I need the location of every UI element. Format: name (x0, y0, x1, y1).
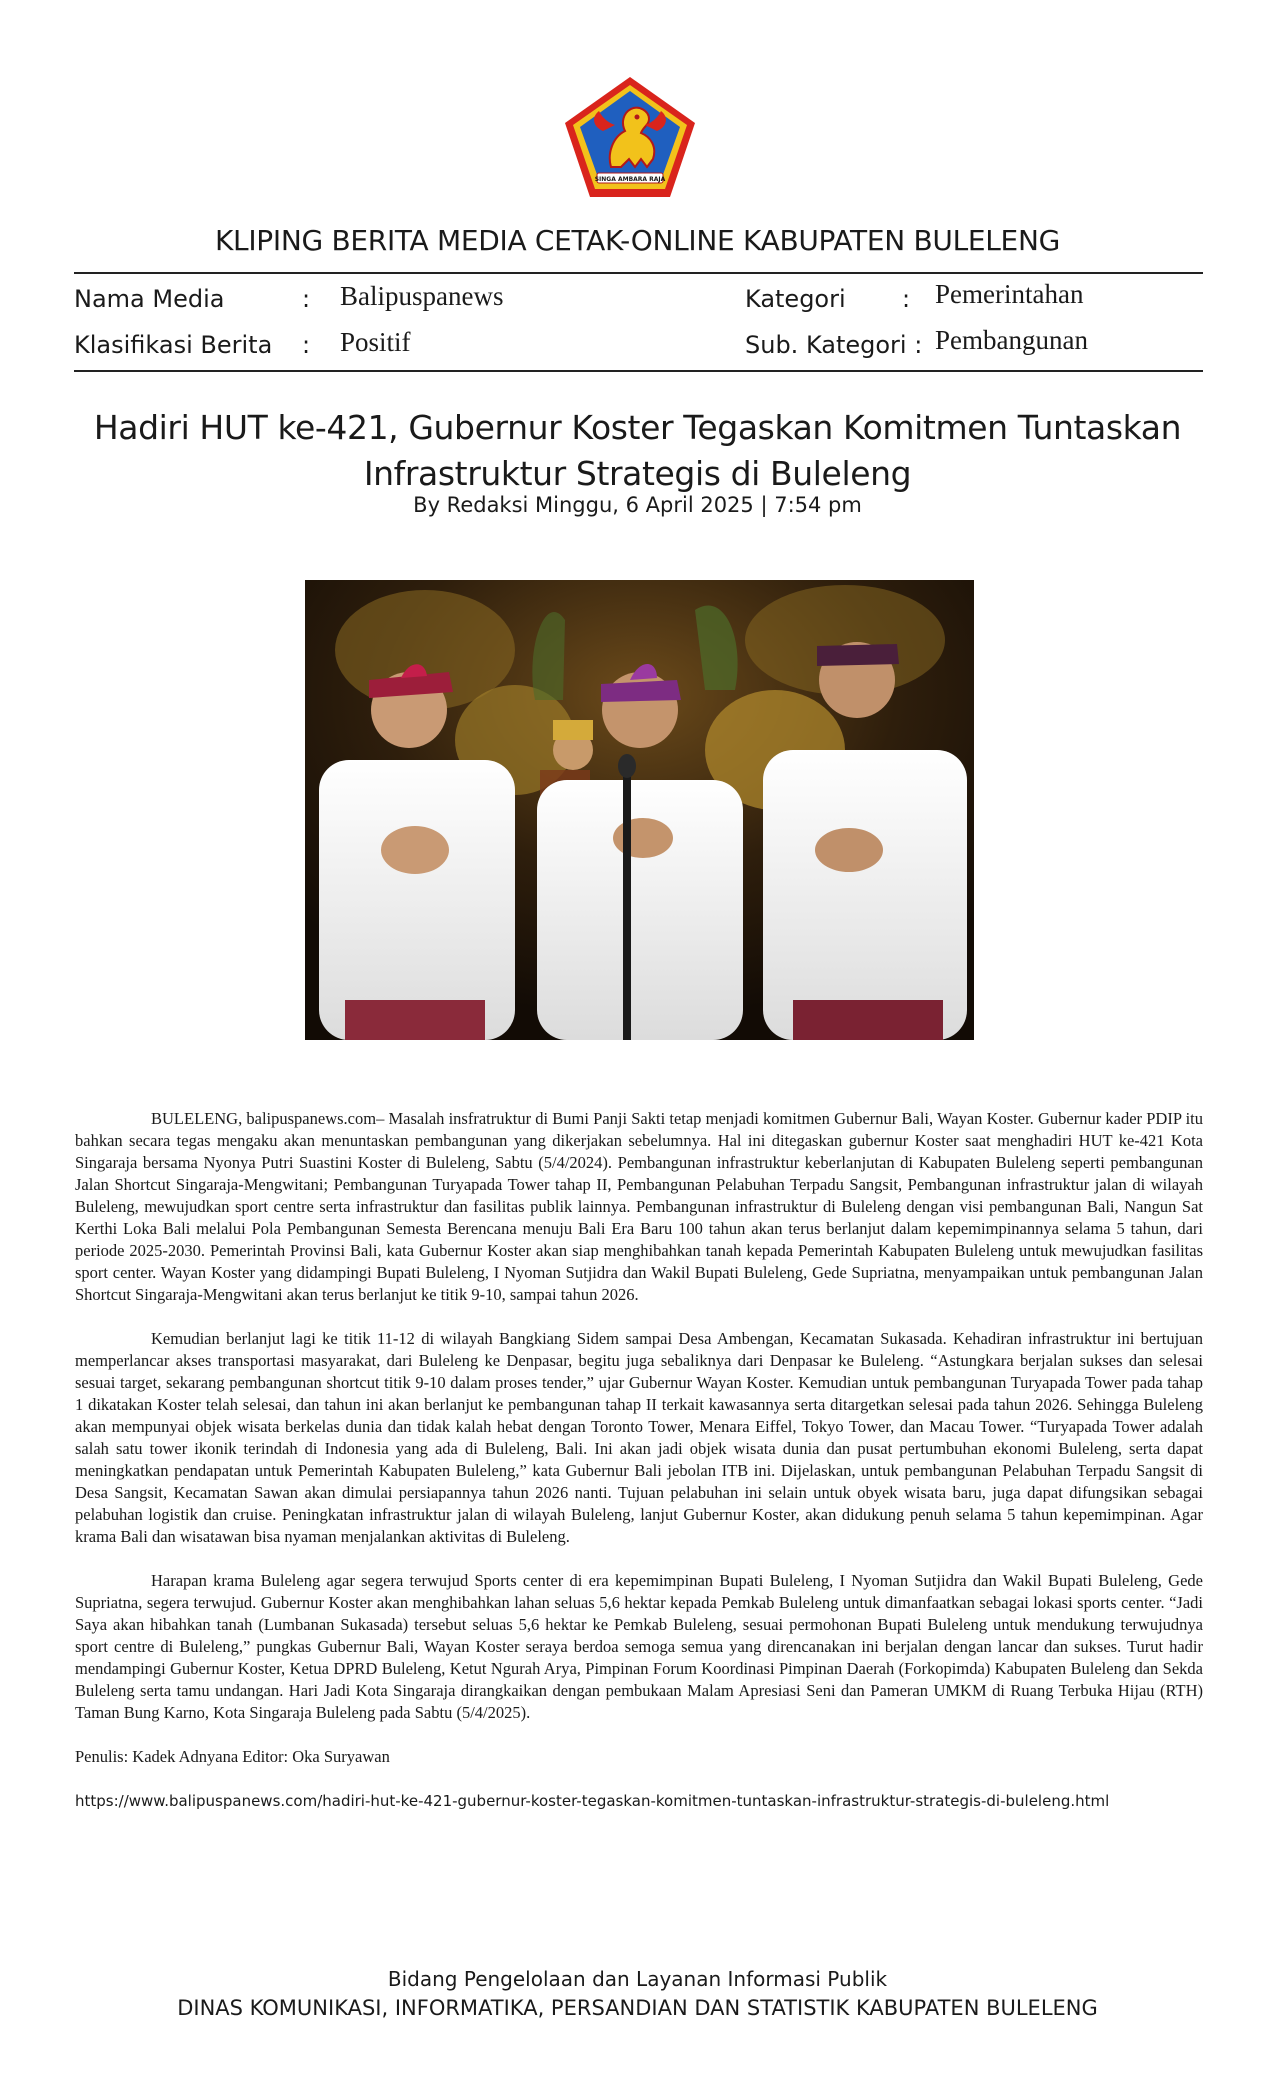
nama-media-label: Nama Media (74, 285, 225, 313)
article-credits: Penulis: Kadek Adnyana Editor: Oka Suryawan (75, 1747, 390, 1766)
article-paragraph-1: BULELENG, balipuspanews.com– Masalah insfratruktur di Bumi Panji Sakti tetap menjadi komitmen Gubernur Bali, Wayan Koster. Gubernur kader PDIP itu bahkan secara tegas mengaku akan menuntaskan pembangunan yang dikerjakan sebelumnya. Hal ini ditegaskan gubernur Koster saat menghadiri HUT ke-421 Kota Singaraja bersama Nyonya Putri Suastini Koster di Buleleng, Sabtu (5/4/2024). Pembangunan infrastruktur keberlanjutan di Kabupaten Buleleng seperti pembangunan Jalan Shortcut Singaraja-Mengwitani; Pembangunan Turyapada Tower tahap II, Pembangunan Pelabuhan Terpadu Sangsit, Pembangunan infrastruktur jalan di wilayah Buleleng, mewujudkan sport centre serta infrastruktur dan fasilitas publik lainnya. Pembangunan infrastruktur di Buleleng dengan visi pembangunan Bali, Nangun Sat Kerthi Loka Bali melalui Pola Pembangunan Semesta Berencana menuju Bali Era Baru 100 tahun akan terus berlanjut dalam kepemimpinannya selama 5 tahun, dari periode 2025-2030. Pemerintah Provinsi Bali, kata Gubernur Koster akan siap menghibahkan tanah kepada Pemerintah Kabupaten Buleleng untuk mewujudkan fasilitas sport center. Wayan Koster yang didampingi Bupati Buleleng, I Nyoman Sutjidra dan Wakil Bupati Buleleng, Gede Supriatna, menyampaikan untuk pembangunan Jalan Shortcut Singaraja-Mengwitani akan terus berlanjut ke titik 9-10, sampai tahun 2026. (75, 1109, 1203, 1304)
kategori-colon: : (902, 285, 911, 313)
footer-department: Bidang Pengelolaan dan Layanan Informasi Publik (387, 1967, 888, 1991)
kategori-value: Pemerintahan (935, 279, 1084, 309)
article-byline: By Redaksi Minggu, 6 April 2025 | 7:54 pm (413, 493, 862, 517)
header-top-rule (74, 272, 1203, 274)
kategori-label: Kategori (745, 285, 846, 313)
nama-media-colon: : (302, 285, 311, 313)
footer-agency: DINAS KOMUNIKASI, INFORMATIKA, PERSANDIAN DAN STATISTIK KABUPATEN BULELENG (177, 1996, 1098, 2020)
nama-media-value: Balipuspanews (340, 281, 504, 311)
klasifikasi-colon: : (302, 331, 311, 359)
article-source-url[interactable]: https://www.balipuspanews.com/hadiri-hut-ke-421-gubernur-koster-tegaskan-komitmen-tuntaskan-infrastruktur-strategis-di-buleleng.html (75, 1792, 1110, 1810)
klasifikasi-label: Klasifikasi Berita (74, 331, 273, 359)
article-paragraph-2: Kemudian berlanjut lagi ke titik 11-12 di wilayah Bangkiang Sidem sampai Desa Ambengan, Kecamatan Sukasada. Kehadiran infrastruktur ini bertujuan memperlancar akses transportasi masyarakat, dari Buleleng ke Denpasar, begitu juga sebaliknya dari Denpasar ke Buleleng. “Astungkara berjalan sukses dan selesai sesuai target, sekarang pembangunan shortcut titik 9-10 dalam proses tender,” ujar Gubernur Wayan Koster. Kemudian untuk pembangunan Turyapada Tower pada tahap 1 dikatakan Koster telah selesai, dan tahun ini akan berlanjut ke pembangunan tahap II terkait kawasannya serta ditargetkan selesai pada tahun 2026. Sehingga Buleleng akan mempunyai objek wisata berkelas dunia dan tidak kalah hebat dengan Toronto Tower, Menara Eiffel, Tokyo Tower, dan Macau Tower. “Turyapada Tower adalah salah satu tower ikonik terindah di Indonesia yang ada di Buleleng, Bali. Ini akan jadi objek wisata dunia dan pusat pertumbuhan ekonomi Buleleng, serta dapat meningkatkan pendapatan untuk Pemerintah Kabupaten Buleleng,” kata Gubernur Bali jebolan ITB ini. Dijelaskan, untuk pembangunan Pelabuhan Terpadu Sangsit di Desa Sangsit, Kecamatan Sawan akan dimulai persiapannya tahun 2026 nanti. Tujuan pelabuhan ini selain untuk obyek wisata baru, juga dapat difungsikan sebagai pelabuhan logistik dan cruise. Peningkatan infrastruktur jalan di wilayah Buleleng, lanjut Gubernur Koster, akan didukung penuh selama 5 tahun kepemimpinan. Agar krama Bali dan wisatawan bisa nyaman menjalankan aktivitas di Buleleng. (75, 1329, 1203, 1546)
sub-kategori-label: Sub. Kategori : (745, 331, 923, 359)
buleleng-coat-of-arms-icon (563, 75, 697, 199)
article-body (75, 1108, 1203, 1834)
logo-motto: SINGA AMBARA RAJA (594, 176, 666, 183)
article-photo (305, 580, 974, 1040)
masthead-title: KLIPING BERITA MEDIA CETAK-ONLINE KABUPATEN BULELENG (214, 224, 1060, 257)
article-title: Hadiri HUT ke-421, Gubernur Koster Tegaskan Komitmen Tuntaskan Infrastruktur Strategis di Buleleng (93, 408, 1182, 493)
klasifikasi-value: Positif (340, 327, 411, 357)
header-bottom-rule (74, 370, 1203, 372)
article-paragraph-3: Harapan krama Buleleng agar segera terwujud Sports center di era kepemimpinan Bupati Buleleng, I Nyoman Sutjidra dan Wakil Bupati Buleleng, Gede Supriatna, segera terwujud. Gubernur Koster akan menghibahkan lahan seluas 5,6 hektar kepada Pemkab Buleleng untuk dimanfaatkan sebagai lokasi sports center. “Jadi Saya akan hibahkan tanah (Lumbanan Sukasada) tersebut seluas 5,6 hektar ke Pemkab Buleleng, sesuai permohonan Bupati Buleleng untuk mendukung terwujudnya sport centre di Buleleng,” pungkas Gubernur Bali, Wayan Koster seraya berdoa semoga semua yang direncanakan ini berjalan dengan lancar dan sukses. Turut hadir mendampingi Gubernur Koster, Ketua DPRD Buleleng, Ketut Ngurah Arya, Pimpinan Forum Koordinasi Pimpinan Daerah (Forkopimda) Kabupaten Buleleng dan Sekda Buleleng serta tamu undangan. Hari Jadi Kota Singaraja dirangkaikan dengan pembukaan Malam Apresiasi Seni dan Pameran UMKM di Ruang Terbuka Hijau (RTH) Taman Bung Karno, Kota Singaraja Buleleng pada Sabtu (5/4/2025). (75, 1571, 1203, 1722)
sub-kategori-value: Pembangunan (935, 325, 1088, 355)
